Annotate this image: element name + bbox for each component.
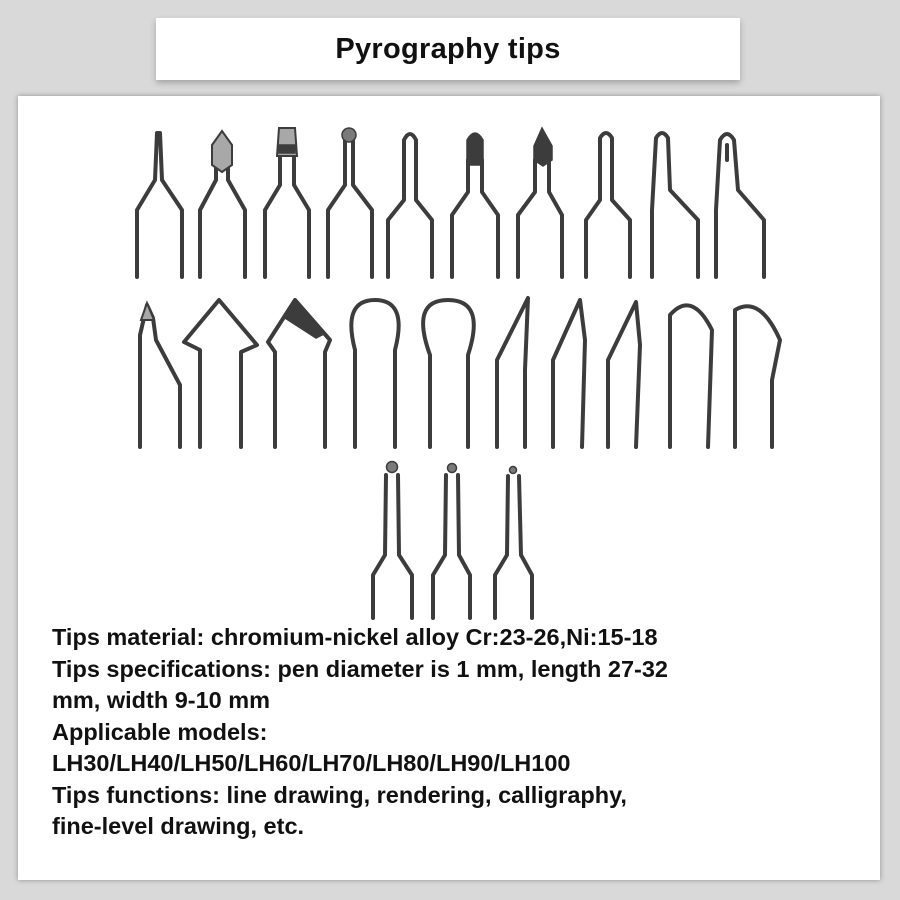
spec-models-list: LH30/LH40/LH50/LH60/LH70/LH80/LH90/LH100: [52, 750, 571, 776]
tip-r3-2-small-ball: [433, 464, 470, 619]
page-title: Pyrography tips: [335, 32, 561, 65]
tip-r2-3-wide-blade: [268, 300, 330, 447]
spec-material: Tips material: chromium-nickel alloy Cr:23-26,Ni:15-18: [52, 624, 658, 650]
tip-r2-1-knife-hook: [140, 303, 180, 447]
tip-r1-3-flat-shader: [265, 128, 309, 277]
tip-r1-2-spear: [200, 131, 245, 277]
tip-r2-7-skew-blade: [553, 300, 585, 447]
tip-r2-10-half-loop: [735, 306, 780, 447]
tip-r2-9-half-loop: [670, 305, 712, 447]
tip-r1-4-ball: [328, 128, 372, 277]
tip-r1-5-narrow-loop: [388, 134, 432, 277]
spec-functions-line1: Tips functions: line drawing, rendering, calligraphy,: [52, 781, 627, 808]
spec-models-label: Applicable models:: [52, 718, 268, 745]
specifications-text: [52, 622, 872, 843]
spec-functions-line2: fine-level drawing, etc.: [52, 813, 305, 839]
tip-r1-7-pointed-shader: [518, 128, 562, 277]
spec-dimensions-line2: mm, width 9-10 mm: [52, 687, 271, 713]
tip-row-3: [373, 462, 532, 619]
tip-r2-2-wide-diamond: [184, 300, 257, 447]
tip-r2-6-skew-blade: [497, 298, 528, 447]
tip-row-1: [137, 128, 764, 277]
tip-r3-3-small-ball: [495, 467, 532, 619]
tip-r1-8-loop: [586, 133, 630, 277]
tip-r2-5-large-loop: [423, 300, 474, 447]
tip-r1-1-universal: [137, 133, 182, 277]
tip-r1-6-round-shader: [452, 133, 498, 277]
tip-r1-10-hook: [716, 134, 764, 277]
tip-row-2: [140, 298, 780, 447]
tip-r2-8-skew-blade: [608, 302, 640, 447]
tip-r3-1-small-ball: [373, 462, 412, 619]
spec-dimensions-line1: Tips specifications: pen diameter is 1 mm, length 27-32: [52, 655, 668, 682]
tip-r2-4-round-loop: [351, 300, 398, 447]
tip-r1-9-slanted-loop: [652, 133, 698, 277]
